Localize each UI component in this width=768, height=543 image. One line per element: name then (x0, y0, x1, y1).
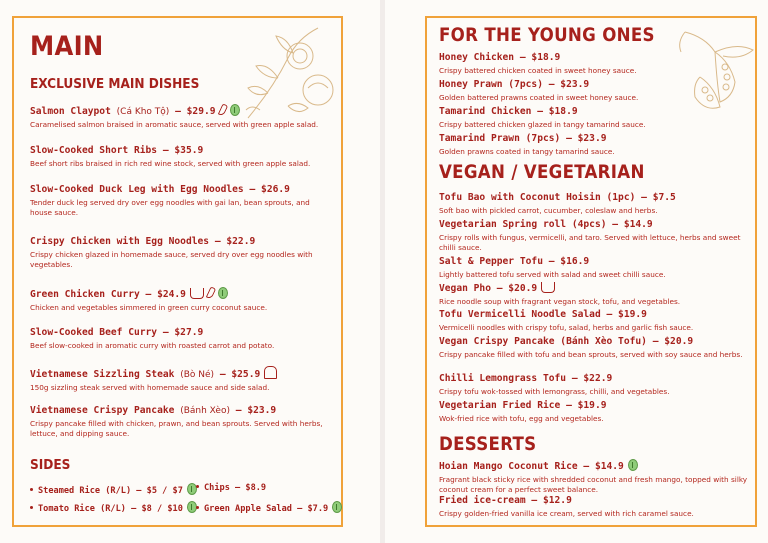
side-item (30, 501, 197, 514)
menu-page-secondary (385, 0, 768, 543)
item-description: 150g sizzling steak served with homemade sauce and side salad. (30, 383, 270, 392)
item-name: Tamarind Chicken – $18.9 (439, 106, 578, 117)
item-name: Vegetarian Fried Rice – $19.9 (439, 400, 607, 411)
item-description: Golden battered prawns coated in sweet honey sauce. (439, 93, 639, 102)
vegan-option-icon (230, 104, 240, 116)
menu-item (439, 336, 751, 360)
item-name: Slow-Cooked Beef Curry – $27.9 (30, 327, 204, 338)
item-description: Crispy pancake filled with chicken, prawn, and bean sprouts. Served with herbs, lettuce, and dipping sauce. (30, 419, 323, 439)
item-name: Vegan Pho – $20.9 (439, 283, 538, 294)
item-name: Hoian Mango Coconut Rice – $14.9 (439, 461, 624, 472)
vegan-option-icon (218, 287, 228, 299)
item-description: Vermicelli noodles with crispy tofu, salad, herbs and garlic fish sauce. (439, 323, 694, 332)
menu-item (30, 327, 335, 351)
menu-item (30, 366, 335, 393)
item-price: – $23.9 (235, 405, 277, 416)
item-name: Tofu Vermicelli Noodle Salad – $19.9 (439, 309, 647, 320)
item-description: Beef short ribs braised in rich red wine stock, served with green apple salad. (30, 159, 311, 168)
menu-item (439, 79, 749, 103)
item-native-name: (Cá Kho Tộ) (116, 107, 170, 117)
chili-icon (217, 103, 228, 116)
menu-item (439, 219, 749, 254)
menu-item (439, 373, 749, 397)
bullet-icon (30, 488, 33, 491)
side-item (196, 501, 342, 514)
item-name: Vegan Crispy Pancake (Bánh Xèo Tofu) – $20.9 (439, 336, 694, 347)
menu-item (30, 405, 330, 440)
item-name: Fried ice-cream – $12.9 (439, 495, 572, 506)
item-name: Tofu Bao with Coconut Hoisin (1pc) – $7.5 (439, 192, 676, 203)
menu-item (30, 145, 335, 169)
vegan-option-icon (332, 501, 342, 513)
item-native-name: (Bò Né) (180, 370, 215, 380)
item-price: – $29.9 (175, 106, 216, 117)
item-description: Rice noodle soup with fragrant vegan stock, tofu, and vegetables. (439, 297, 681, 306)
bullet-icon (30, 506, 33, 509)
menu-item (439, 133, 749, 157)
item-description: Tender duck leg served dry over egg noodles with gai lan, bean sprouts, and house sauce. (30, 198, 310, 218)
menu-item (30, 287, 335, 313)
item-name: Vietnamese Crispy Pancake (30, 405, 175, 416)
menu-item (439, 400, 749, 424)
item-description: Soft bao with pickled carrot, cucumber, coleslaw and herbs. (439, 206, 658, 215)
item-name: Vegetarian Spring roll (4pcs) – $14.9 (439, 219, 653, 230)
chili-icon (206, 286, 217, 299)
item-description: Crispy pancake filled with tofu and bean sprouts, served with soy sauce and herbs. (439, 350, 743, 359)
item-name: Salmon Claypot (30, 106, 111, 117)
menu-item (439, 256, 749, 280)
menu-item (439, 495, 749, 519)
item-name: Crispy Chicken with Egg Noodles – $22.9 (30, 236, 256, 247)
menu-item (30, 236, 330, 271)
item-description: Wok-fried rice with tofu, egg and vegetables. (439, 414, 604, 423)
item-name: Chilli Lemongrass Tofu – $22.9 (439, 373, 613, 384)
page-title: MAIN (30, 31, 104, 62)
item-price: – $25.9 (219, 369, 261, 380)
menu-item (439, 282, 749, 307)
menu-item (30, 184, 328, 219)
section-title-vegan: VEGAN / VEGETARIAN (439, 162, 645, 183)
item-description: Fragrant black sticky rice with shredded coconut and fresh mango, topped with silky coconut cream for a perfect sweet balance. (439, 475, 748, 495)
side-item-label: Green Apple Salad – $7.9 (204, 504, 329, 514)
item-description: Golden prawns coated in tangy tamarind sauce. (439, 147, 615, 156)
item-name: Salt & Pepper Tofu – $16.9 (439, 256, 590, 267)
section-title-sides: SIDES (30, 457, 71, 473)
item-description: Beef slow-cooked in aromatic curry with roasted carrot and potato. (30, 341, 275, 350)
menu-item (439, 459, 751, 496)
side-item (196, 483, 266, 493)
section-title-young: FOR THE YOUNG ONES (439, 25, 655, 46)
section-title-exclusive: EXCLUSIVE MAIN DISHES (30, 76, 200, 92)
menu-item (30, 104, 335, 130)
item-description: Crispy rolls with fungus, vermicelli, and taro. Served with lettuce, herbs and sweet chilli sauce. (439, 233, 741, 253)
menu-item (439, 309, 749, 333)
chef-hat-icon (264, 366, 277, 379)
item-name: Honey Chicken – $18.9 (439, 52, 561, 63)
item-name: Slow-Cooked Duck Leg with Egg Noodles – $26.9 (30, 184, 290, 195)
item-description: Crispy battered chicken glazed in tangy tamarind sauce. (439, 120, 646, 129)
side-item-label: Chips – $8.9 (204, 483, 267, 493)
section-title-desserts: DESSERTS (439, 434, 537, 455)
item-name: Honey Prawn (7pcs) – $23.9 (439, 79, 590, 90)
item-description: Chicken and vegetables simmered in green curry coconut sauce. (30, 303, 268, 312)
menu-item (439, 192, 749, 216)
item-description: Caramelised salmon braised in aromatic sauce, served with green apple salad. (30, 120, 319, 129)
item-name: Slow-Cooked Short Ribs – $35.9 (30, 145, 204, 156)
side-item-label: Tomato Rice (R/L) – $8 / $10 (38, 504, 183, 514)
pot-icon (541, 282, 555, 293)
item-name: Green Chicken Curry – $24.9 (30, 289, 186, 300)
item-name: Tamarind Prawn (7pcs) – $23.9 (439, 133, 607, 144)
item-description: Crispy golden-fried vanilla ice cream, served with rich caramel sauce. (439, 509, 694, 518)
item-description: Crispy tofu wok-tossed with lemongrass, chilli, and vegetables. (439, 387, 670, 396)
menu-item (439, 106, 749, 130)
pot-icon (190, 288, 204, 299)
item-native-name: (Bánh Xèo) (180, 406, 230, 416)
vegan-option-icon (628, 459, 638, 471)
menu-item (439, 52, 749, 76)
bullet-icon (196, 506, 199, 509)
item-name: Vietnamese Sizzling Steak (30, 369, 175, 380)
bullet-icon (196, 485, 199, 488)
side-item-label: Steamed Rice (R/L) – $5 / $7 (38, 486, 183, 496)
item-description: Crispy chicken glazed in homemade sauce, served dry over egg noodles with vegetables. (30, 250, 313, 270)
menu-page-main (0, 0, 380, 543)
side-item (30, 483, 197, 496)
item-description: Lightly battered tofu served with salad and sweet chilli sauce. (439, 270, 666, 279)
item-description: Crispy battered chicken coated in sweet honey sauce. (439, 66, 637, 75)
